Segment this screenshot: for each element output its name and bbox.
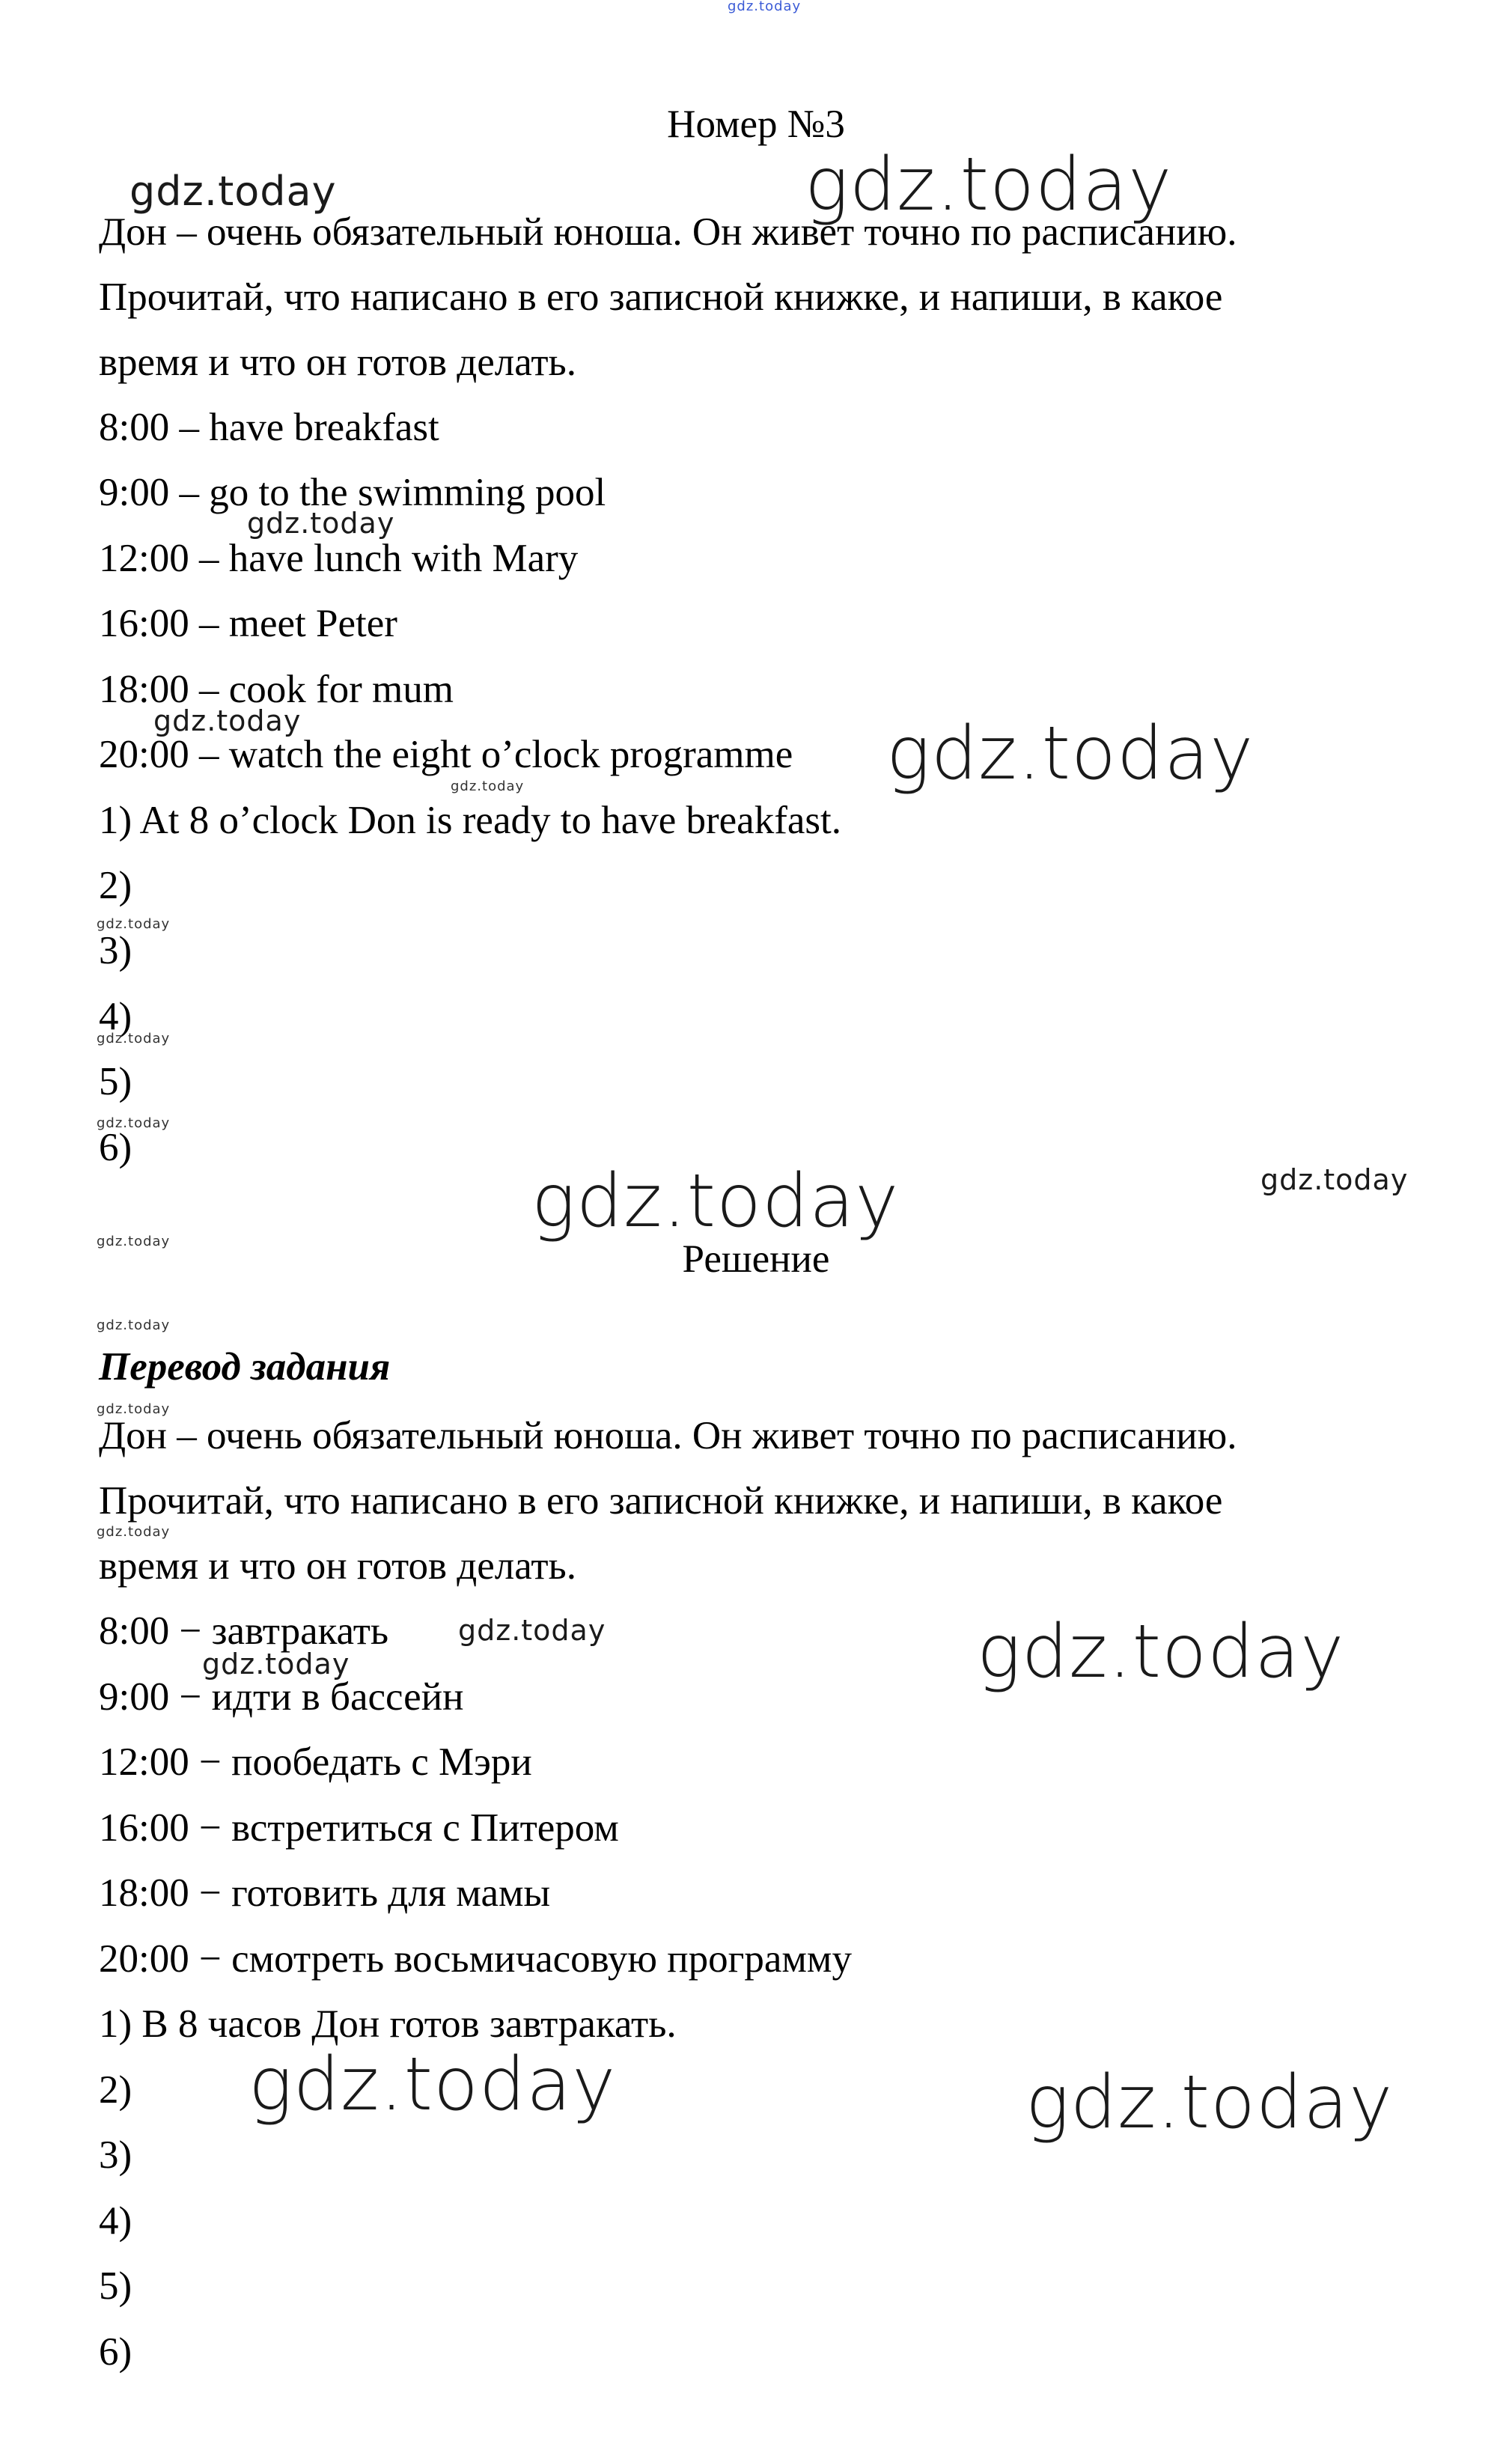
watermark-small: gdz.today [153,704,302,737]
translation-answer-line: 2) [99,2068,132,2112]
problem-intro-line-1: Дон – очень обязательный юноша. Он живет точно по расписанию. [99,210,1237,254]
schedule-item: 9:00 – go to the swimming pool [99,471,606,514]
watermark-tiny: gdz.today [97,916,171,932]
watermark-tiny: gdz.today [97,1524,171,1540]
schedule-item: 12:00 – have lunch with Mary [99,537,579,580]
problem-title: Номер №3 [667,103,845,146]
translation-schedule-item: 16:00 − встретиться с Питером [99,1806,619,1850]
schedule-item: 8:00 – have breakfast [99,406,439,449]
translation-schedule-item: 9:00 − идти в бассейн [99,1675,464,1719]
watermark-large: gdz.today [249,2042,617,2127]
translation-heading: Перевод задания [99,1345,391,1389]
watermark-small: gdz.today [202,1648,350,1681]
answer-line: 5) [99,1060,132,1103]
watermark-tiny: gdz.today [97,1031,171,1046]
watermark-large: gdz.today [531,1159,900,1244]
watermark-tiny: gdz.today [97,1234,171,1249]
translation-answer-line: 6) [99,2330,132,2374]
translation-answer-line: 5) [99,2264,132,2308]
watermark-large: gdz.today [1025,2060,1394,2145]
watermark-top: gdz.today [728,0,802,14]
translation-schedule-item: 18:00 − готовить для мамы [99,1871,551,1915]
answer-line: 6) [99,1126,132,1169]
solution-intro-line-3: время и что он готов делать. [99,1544,576,1588]
schedule-item: 16:00 – meet Peter [99,602,397,645]
problem-intro-line-2: Прочитай, что написано в его записной книжке, и напиши, в какое [99,275,1223,319]
watermark-tiny: gdz.today [97,1401,171,1417]
translation-schedule-item: 12:00 − пообедать с Мэри [99,1740,532,1784]
solution-intro-line-2: Прочитай, что написано в его записной книжке, и напиши, в какое [99,1479,1223,1523]
translation-schedule-item: 20:00 − смотреть восьмичасовую программу [99,1937,852,1981]
watermark-tiny: gdz.today [97,1115,171,1131]
watermark-small: gdz.today [247,507,395,540]
translation-answer-line: 3) [99,2133,132,2177]
answer-line: 2) [99,864,132,907]
problem-intro-line-3: время и что он готов делать. [99,341,576,384]
translation-answer-line: 4) [99,2199,132,2243]
answer-line: 1) At 8 o’clock Don is ready to have breakfast. [99,799,841,842]
translation-answer-line: 1) В 8 часов Дон готов завтракать. [99,2002,677,2046]
answer-line: 4) [99,995,132,1038]
watermark-small: gdz.today [1260,1163,1409,1196]
watermark-tiny: gdz.today [451,778,525,794]
watermark-medium: gdz.today [129,168,337,215]
schedule-item: 20:00 – watch the eight o’clock programme [99,733,793,776]
solution-intro-line-1: Дон – очень обязательный юноша. Он живет точно по расписанию. [99,1414,1237,1457]
watermark-large: gdz.today [886,711,1255,796]
watermark-large: gdz.today [977,1609,1345,1695]
solution-heading: Решение [682,1237,830,1281]
translation-schedule-item: 8:00 − завтракать [99,1609,389,1653]
watermark-tiny: gdz.today [97,1317,171,1333]
watermark-small: gdz.today [458,1614,606,1647]
watermark-large: gdz.today [805,142,1173,228]
schedule-item: 18:00 – cook for mum [99,668,454,711]
answer-line: 3) [99,929,132,972]
